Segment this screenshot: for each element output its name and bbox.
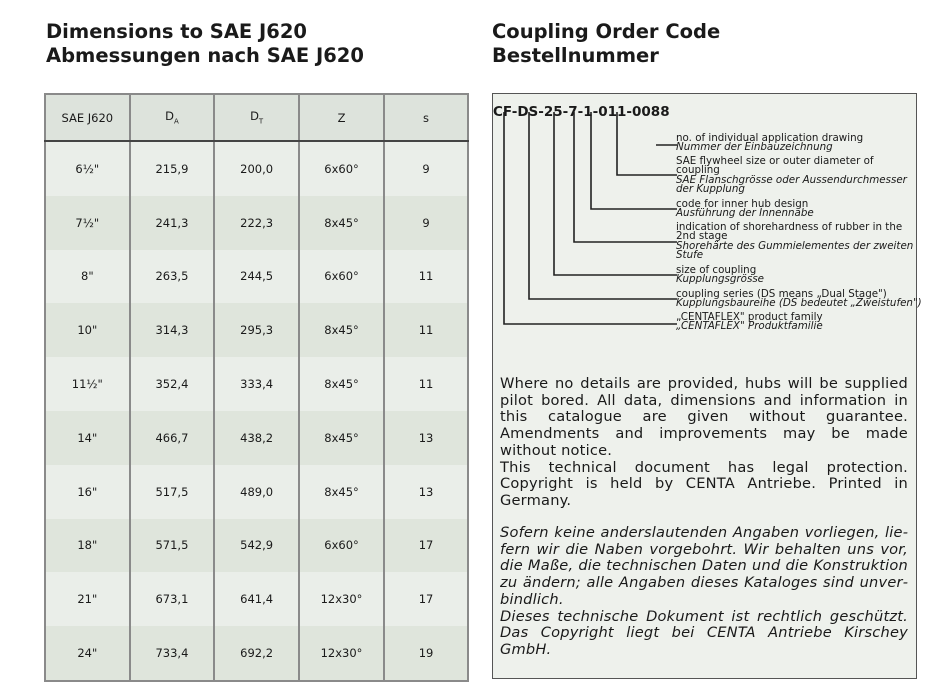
table-cell: 21": [45, 572, 130, 626]
table-cell: 733,4: [130, 626, 215, 681]
table-cell: 19: [384, 626, 468, 681]
table-cell: 8x45°: [299, 411, 384, 465]
table-cell: 9: [384, 196, 468, 250]
table-cell: 13: [384, 411, 468, 465]
label-german: SAE Flanschgrösse oder Aussendurchmesser: [676, 173, 907, 186]
table-cell: 24": [45, 626, 130, 681]
table-cell: 12x30°: [299, 572, 384, 626]
label-german: „CENTAFLEX" Produktfamilie: [676, 320, 823, 333]
label-english: „CENTAFLEX" product family: [676, 311, 823, 323]
label-english: coupling: [676, 164, 720, 177]
table-cell: 6½": [45, 141, 130, 196]
table-header: SAE J620 $D_A$ $D_T$ Z s: [45, 94, 468, 141]
notice-english: Where no details are provided, hubs will be supplied pilot bored. All data, dimensions and information in this catalogue are given without guarantee. Amendments and improvements may be made without notice. This technical document has legal protection. Copyright is held by CENTA Antriebe. Printed in Germany.: [500, 375, 908, 509]
table-cell: 692,2: [214, 626, 299, 681]
table-row: [45, 572, 468, 626]
table-cell: 314,3: [130, 303, 215, 357]
code-label: [676, 200, 814, 219]
label-german: Stufe: [676, 248, 704, 261]
section-title: Dimensions to SAE J620 Abmessungen nach SAE J620: [46, 20, 364, 67]
table-cell: 333,4: [214, 357, 299, 411]
label-english: size of coupling: [676, 264, 757, 276]
table-row: [45, 141, 468, 196]
table-cell: 8": [45, 250, 130, 304]
table-row: [45, 196, 468, 250]
code-label: [676, 157, 907, 194]
label-english: no. of individual application drawing: [676, 132, 864, 144]
table-cell: 8x45°: [299, 465, 384, 519]
table-row: [45, 519, 468, 573]
table-cell: 8x45°: [299, 303, 384, 357]
code-label: [676, 290, 922, 309]
table-row: [45, 411, 468, 465]
table-cell: 241,3: [130, 196, 215, 250]
table-cell: 489,0: [214, 465, 299, 519]
table-cell: 6x60°: [299, 250, 384, 304]
code-label: [676, 266, 764, 285]
label-english: SAE flywheel size or outer diameter of: [676, 155, 874, 167]
table-cell: 17: [384, 519, 468, 573]
table-cell: 8x45°: [299, 357, 384, 411]
table-cell: 244,5: [214, 250, 299, 304]
dimensions-table: [44, 93, 469, 682]
table-cell: 8x45°: [299, 196, 384, 250]
table-cell: 11: [384, 250, 468, 304]
table-cell: 673,1: [130, 572, 215, 626]
table-cell: 6x60°: [299, 141, 384, 196]
code-label: [676, 223, 913, 260]
table-cell: 14": [45, 411, 130, 465]
table-cell: 18": [45, 519, 130, 573]
table-cell: 542,9: [214, 519, 299, 573]
table-cell: 11½": [45, 357, 130, 411]
label-german: Shorehärte des Gummielementes der zweiten: [676, 239, 914, 252]
table-cell: 641,4: [214, 572, 299, 626]
code-label: [676, 134, 863, 153]
table-cell: 517,5: [130, 465, 215, 519]
table-cell: 12x30°: [299, 626, 384, 681]
table-row: [45, 626, 468, 681]
table-cell: 466,7: [130, 411, 215, 465]
table-row: [45, 303, 468, 357]
order-code-title: Coupling Order Code Bestellnummer: [492, 20, 721, 67]
table-cell: 7½": [45, 196, 130, 250]
label-english: coupling series (DS means „Dual Stage"): [676, 288, 887, 300]
table-cell: 9: [384, 141, 468, 196]
code-label: [676, 313, 823, 332]
label-german: Kupplungsbaureihe (DS bedeutet „Zweistufen"): [676, 297, 922, 310]
table-row: [45, 357, 468, 411]
label-german: Kupplungsgrösse: [676, 273, 765, 286]
table-cell: 438,2: [214, 411, 299, 465]
table-cell: 200,0: [214, 141, 299, 196]
table-cell: 6x60°: [299, 519, 384, 573]
label-german: Nummer der Einbauzeichnung: [676, 141, 833, 154]
table-cell: 17: [384, 572, 468, 626]
notice-german: Sofern keine anderslautenden Angaben vorliegen, liefern wir die Naben vorgebohrt. Wir behalten uns vor, die Maße, die technischen Daten und die Konstruktion zu ändern; alle Angaben dieses Kataloges sind unverbindlich. Dieses technische Dokument ist rechtlich geschützt. Das Copyright liegt bei CENTA Antriebe Kirschey GmbH.: [500, 524, 908, 658]
label-german: Ausführung der Innennabe: [676, 207, 814, 220]
order-code-panel: [492, 93, 922, 679]
label-german: der Kupplung: [676, 182, 745, 195]
table-cell: 263,5: [130, 250, 215, 304]
table-cell: 222,3: [214, 196, 299, 250]
label-english: indication of shorehardness of rubber in the: [676, 221, 903, 233]
table-cell: 215,9: [130, 141, 215, 196]
table-cell: 16": [45, 465, 130, 519]
label-english: 2nd stage: [676, 230, 728, 243]
table-cell: 295,3: [214, 303, 299, 357]
table-cell: 11: [384, 357, 468, 411]
table-cell: 352,4: [130, 357, 215, 411]
table-cell: 11: [384, 303, 468, 357]
label-english: code for inner hub design: [676, 198, 809, 210]
table-row: [45, 465, 468, 519]
table-cell: 13: [384, 465, 468, 519]
table-cell: 571,5: [130, 519, 215, 573]
table-row: [45, 250, 468, 304]
table-cell: 10": [45, 303, 130, 357]
order-code: CF-DS-25-7-1-011-0088: [493, 104, 670, 120]
